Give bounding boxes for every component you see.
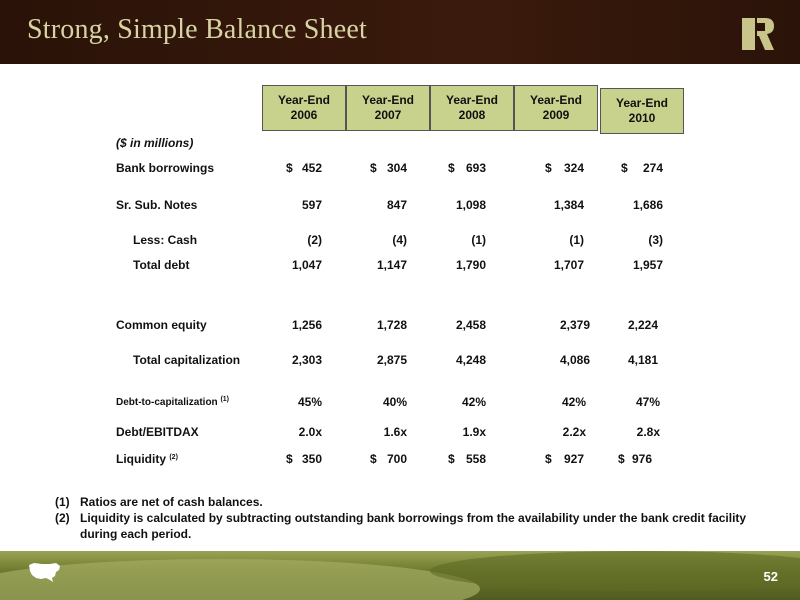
- cell-totaldebt-2006: 1,047: [291, 258, 322, 272]
- column-header-year: 2007: [374, 108, 402, 122]
- row-label-common-equity: Common equity: [116, 318, 207, 332]
- currency-symbol: $: [448, 161, 455, 175]
- footnote-ref: (2): [169, 454, 178, 461]
- currency-symbol: $: [545, 452, 552, 466]
- column-header-line1: Year-End: [361, 93, 415, 107]
- row-label-text: Liquidity: [116, 452, 166, 466]
- cell-notes-2006: 597: [301, 198, 322, 212]
- row-label-bank-borrowings: Bank borrowings: [116, 161, 215, 175]
- cell-liquidity-2008: 558: [465, 452, 486, 466]
- column-header-2009: [514, 85, 598, 131]
- cell-liquidity-2006: 350: [301, 452, 322, 466]
- cell-notes-2009: 1,384: [553, 198, 584, 212]
- row-label-liquidity: [116, 452, 178, 466]
- row-label-less-cash: Less: Cash: [133, 233, 198, 247]
- cell-totaldebt-2007: 1,147: [376, 258, 407, 272]
- cell-totalcap-2010: 4,181: [627, 353, 658, 367]
- units-label: ($ in millions): [116, 136, 194, 150]
- company-logo-icon: [740, 16, 776, 52]
- cell-dtc-2008: 42%: [461, 395, 486, 409]
- footnote-text: Ratios are net of cash balances.: [80, 495, 263, 509]
- slide-header: [0, 0, 800, 64]
- footnote: [55, 494, 755, 510]
- cell-bank-2009: 324: [563, 161, 584, 175]
- column-header-year: 2009: [542, 108, 570, 122]
- column-header-2006: [262, 85, 346, 131]
- cell-equity-2007: 1,728: [376, 318, 407, 332]
- column-header-year: 2008: [458, 108, 486, 122]
- cell-bank-2010: 274: [642, 161, 663, 175]
- footnote-number: (1): [55, 495, 70, 509]
- column-header-2008: [430, 85, 514, 131]
- cell-cash-2007: (4): [392, 233, 407, 247]
- row-label-total-capitalization: Total capitalization: [133, 353, 241, 367]
- column-header-year: 2010: [628, 111, 656, 125]
- footnotes: [55, 494, 755, 542]
- cell-bank-2008: 693: [465, 161, 486, 175]
- row-label-text: Debt-to-capitalization: [116, 397, 218, 408]
- cell-ebitdax-2010: 2.8x: [636, 425, 660, 439]
- cell-totalcap-2009: 4,086: [559, 353, 590, 367]
- cell-liquidity-2007: 700: [386, 452, 407, 466]
- cell-equity-2006: 1,256: [291, 318, 322, 332]
- cell-cash-2009: (1): [569, 233, 584, 247]
- cell-liquidity-2009: 927: [563, 452, 584, 466]
- footnote-text: Liquidity is calculated by subtracting outstanding bank borrowings from the availability under the bank credit facility during each period.: [80, 511, 747, 541]
- column-header-line1: Year-End: [277, 93, 331, 107]
- page-number: 52: [763, 569, 778, 584]
- currency-symbol: $: [545, 161, 552, 175]
- currency-symbol: $: [621, 161, 628, 175]
- cell-dtc-2006: 45%: [297, 395, 322, 409]
- cell-bank-2006: 452: [301, 161, 322, 175]
- field-decoration: [430, 551, 800, 591]
- cell-dtc-2009: 42%: [561, 395, 586, 409]
- column-header-2010: [600, 88, 684, 134]
- currency-symbol: $: [618, 452, 625, 466]
- cell-notes-2010: 1,686: [632, 198, 663, 212]
- footnote-ref: (1): [220, 396, 230, 403]
- column-header-year: 2006: [290, 108, 318, 122]
- cell-equity-2010: 2,224: [627, 318, 658, 332]
- cell-totaldebt-2008: 1,790: [455, 258, 486, 272]
- cell-totaldebt-2009: 1,707: [553, 258, 584, 272]
- currency-symbol: $: [370, 161, 377, 175]
- us-map-icon: [28, 561, 62, 583]
- currency-symbol: $: [370, 452, 377, 466]
- column-header-line1: Year-End: [529, 93, 583, 107]
- cell-totalcap-2007: 2,875: [376, 353, 407, 367]
- row-label-sr-sub-notes: Sr. Sub. Notes: [116, 198, 198, 212]
- cell-notes-2007: 847: [386, 198, 407, 212]
- slide-footer: [0, 551, 800, 600]
- column-header-line1: Year-End: [445, 93, 499, 107]
- cell-cash-2010: (3): [648, 233, 663, 247]
- cell-ebitdax-2006: 2.0x: [298, 425, 322, 439]
- cell-cash-2006: (2): [307, 233, 322, 247]
- field-decoration: [0, 559, 480, 600]
- cell-cash-2008: (1): [471, 233, 486, 247]
- currency-symbol: $: [286, 452, 293, 466]
- currency-symbol: $: [448, 452, 455, 466]
- row-label-debt-ebitdax: Debt/EBITDAX: [116, 425, 199, 439]
- cell-ebitdax-2007: 1.6x: [383, 425, 407, 439]
- cell-equity-2009: 2,379: [559, 318, 590, 332]
- row-label-debt-to-capitalization: [116, 396, 229, 408]
- cell-liquidity-2010: 976: [631, 452, 652, 466]
- footnote-number: (2): [55, 511, 70, 525]
- column-header-2007: [346, 85, 430, 131]
- row-label-total-debt: Total debt: [133, 258, 190, 272]
- cell-totalcap-2008: 4,248: [455, 353, 486, 367]
- footnote: [55, 510, 755, 542]
- slide-title: Strong, Simple Balance Sheet: [27, 14, 367, 45]
- currency-symbol: $: [286, 161, 293, 175]
- cell-totaldebt-2010: 1,957: [632, 258, 663, 272]
- cell-ebitdax-2008: 1.9x: [462, 425, 486, 439]
- cell-totalcap-2006: 2,303: [291, 353, 322, 367]
- cell-bank-2007: 304: [386, 161, 407, 175]
- column-header-line1: Year-End: [615, 96, 669, 110]
- cell-equity-2008: 2,458: [455, 318, 486, 332]
- cell-ebitdax-2009: 2.2x: [562, 425, 586, 439]
- cell-notes-2008: 1,098: [455, 198, 486, 212]
- cell-dtc-2007: 40%: [382, 395, 407, 409]
- cell-dtc-2010: 47%: [635, 395, 660, 409]
